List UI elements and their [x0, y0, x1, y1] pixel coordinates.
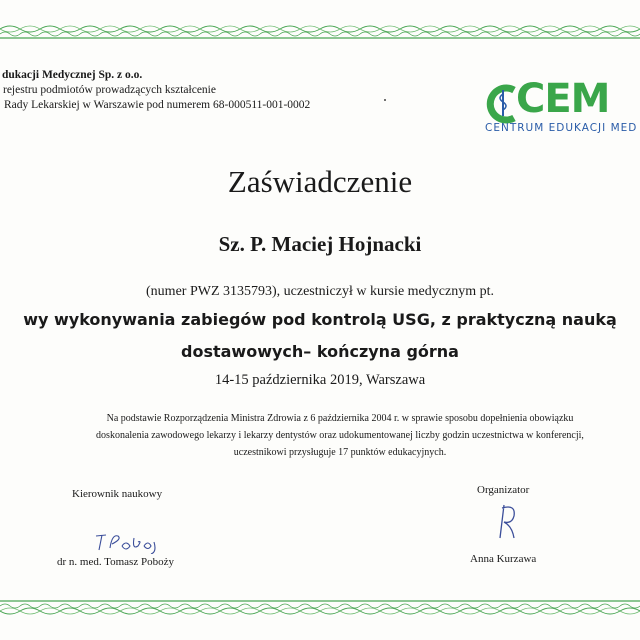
course-title: [0, 304, 640, 368]
participation-statement: (numer PWZ 3135793), uczestniczył w kursie medycznym pt.: [146, 284, 494, 299]
organizer-header: [0, 68, 310, 113]
top-border-ornament: [0, 22, 640, 42]
recipient-name: Sz. P. Maciej Hojnacki: [218, 232, 422, 256]
legal-basis: [40, 410, 640, 461]
ink-dot: [384, 99, 386, 101]
registry-line: rejestru podmiotów prowadzących kształcenie: [3, 84, 216, 96]
logo-wordmark: CEM: [516, 76, 610, 122]
left-signatory-name: dr n. med. Tomasz Poboży: [57, 556, 174, 568]
registry-number-line: Rady Lekarskiej w Warszawie pod numerem 68-000511-001-0002: [4, 99, 311, 111]
legal-line3: uczestnikowi przysługuje 17 punktów edukacyjnych.: [233, 447, 447, 458]
right-signatory-name: Anna Kurzawa: [470, 553, 537, 565]
logo-emblem-icon: [484, 84, 518, 124]
legal-line2: doskonalenia zawodowego lekarzy i lekarzy dentystów oraz udokumentowanej liczby godzin uczestnictwa w konferencji,: [96, 430, 584, 441]
date-and-place: 14-15 października 2019, Warszawa: [214, 372, 426, 388]
right-signatory-role: Organizator: [477, 484, 530, 496]
course-title-line2: dostawowych– kończyna górna: [181, 342, 459, 361]
legal-line1: Na podstawie Rozporządzenia Ministra Zdrowia z 6 października 2004 r. w sprawie sposobu dopełnienia obowiązku: [106, 413, 574, 424]
course-title-line1: wy wykonywania zabiegów pod kontrolą USG, z praktyczną nauką: [23, 310, 617, 329]
right-handwritten-signature: [494, 502, 524, 542]
organizer-name: dukacji Medycznej Sp. z o.o.: [2, 69, 143, 81]
left-handwritten-signature: [92, 526, 164, 554]
left-signatory-role: Kierownik naukowy: [72, 488, 163, 500]
certificate-title: Zaświadczenie: [227, 164, 413, 199]
logo-subtitle: CENTRUM EDUKACJI MED: [485, 122, 638, 134]
bottom-border-ornament: [0, 598, 640, 618]
cem-logo: [482, 76, 640, 140]
